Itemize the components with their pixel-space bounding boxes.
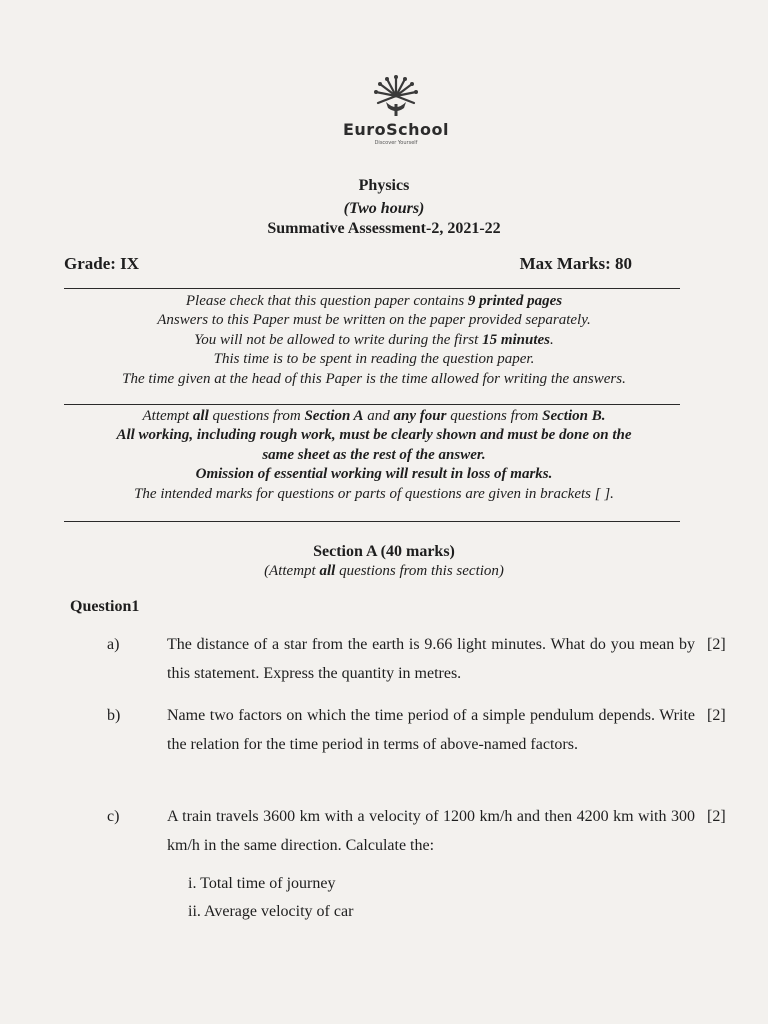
part-label: b) xyxy=(107,707,121,724)
subject-title: Physics xyxy=(358,177,410,194)
part-label: c) xyxy=(107,808,120,825)
instruction-line: Attempt all questions from Section A and any four questions from Section B. xyxy=(142,408,606,424)
school-logo xyxy=(340,74,452,146)
instruction-line: Please check that this question paper contains 9 printed pages xyxy=(185,293,563,309)
logo-tagline: Discover Yourself xyxy=(374,140,418,146)
subpart-item: i. Total time of journey xyxy=(188,875,336,892)
max-marks-label: Max Marks: 80 xyxy=(519,254,632,273)
part-marks: [2] xyxy=(707,707,726,724)
subpart-item: ii. Average velocity of car xyxy=(188,903,354,920)
part-text: The distance of a star from the earth is 9.66 light minutes. What do you mean by this statement. Express the quantity in metres. xyxy=(167,636,695,682)
grade-label: Grade: IX xyxy=(64,254,140,273)
instruction-line: All working, including rough work, must be clearly shown and must be done on the xyxy=(116,427,632,444)
part-marks: [2] xyxy=(707,636,726,653)
question-heading: Question1 xyxy=(70,598,140,615)
part-marks: [2] xyxy=(707,808,726,825)
divider xyxy=(64,404,680,405)
part-label: a) xyxy=(107,636,120,653)
divider xyxy=(64,288,680,289)
answering-instructions xyxy=(56,407,692,504)
logo-emblem-icon xyxy=(370,74,422,118)
instruction-line: You will not be allowed to write during the first 15 minutes. xyxy=(194,331,554,348)
logo-wordmark: EuroSchool xyxy=(342,120,450,139)
instruction-line: The intended marks for questions or parts of questions are given in brackets [ ]. xyxy=(134,485,614,502)
instruction-line: This time is to be spent in reading the question paper. xyxy=(213,351,535,368)
instruction-line: same sheet as the rest of the answer. xyxy=(262,446,486,463)
general-instructions xyxy=(56,292,692,389)
divider xyxy=(64,521,680,522)
part-text: Name two factors on which the time period of a simple pendulum depends. Write the relation for the time period in terms of above-named factors. xyxy=(167,707,695,753)
section-subtitle: (Attempt all questions from this section) xyxy=(264,563,504,579)
exam-duration: (Two hours) xyxy=(343,200,425,217)
part-text: A train travels 3600 km with a velocity of 1200 km/h and then 4200 km with 300 km/h in the same direction. Calculate the: xyxy=(167,808,695,854)
instruction-line: The time given at the head of this Paper is the time allowed for writing the answers. xyxy=(122,370,626,387)
instruction-line: Omission of essential working will result in loss of marks. xyxy=(195,466,553,483)
assessment-name: Summative Assessment-2, 2021-22 xyxy=(267,220,501,237)
instruction-line: Answers to this Paper must be written on the paper provided separately. xyxy=(157,312,591,329)
section-title: Section A (40 marks) xyxy=(313,543,455,560)
